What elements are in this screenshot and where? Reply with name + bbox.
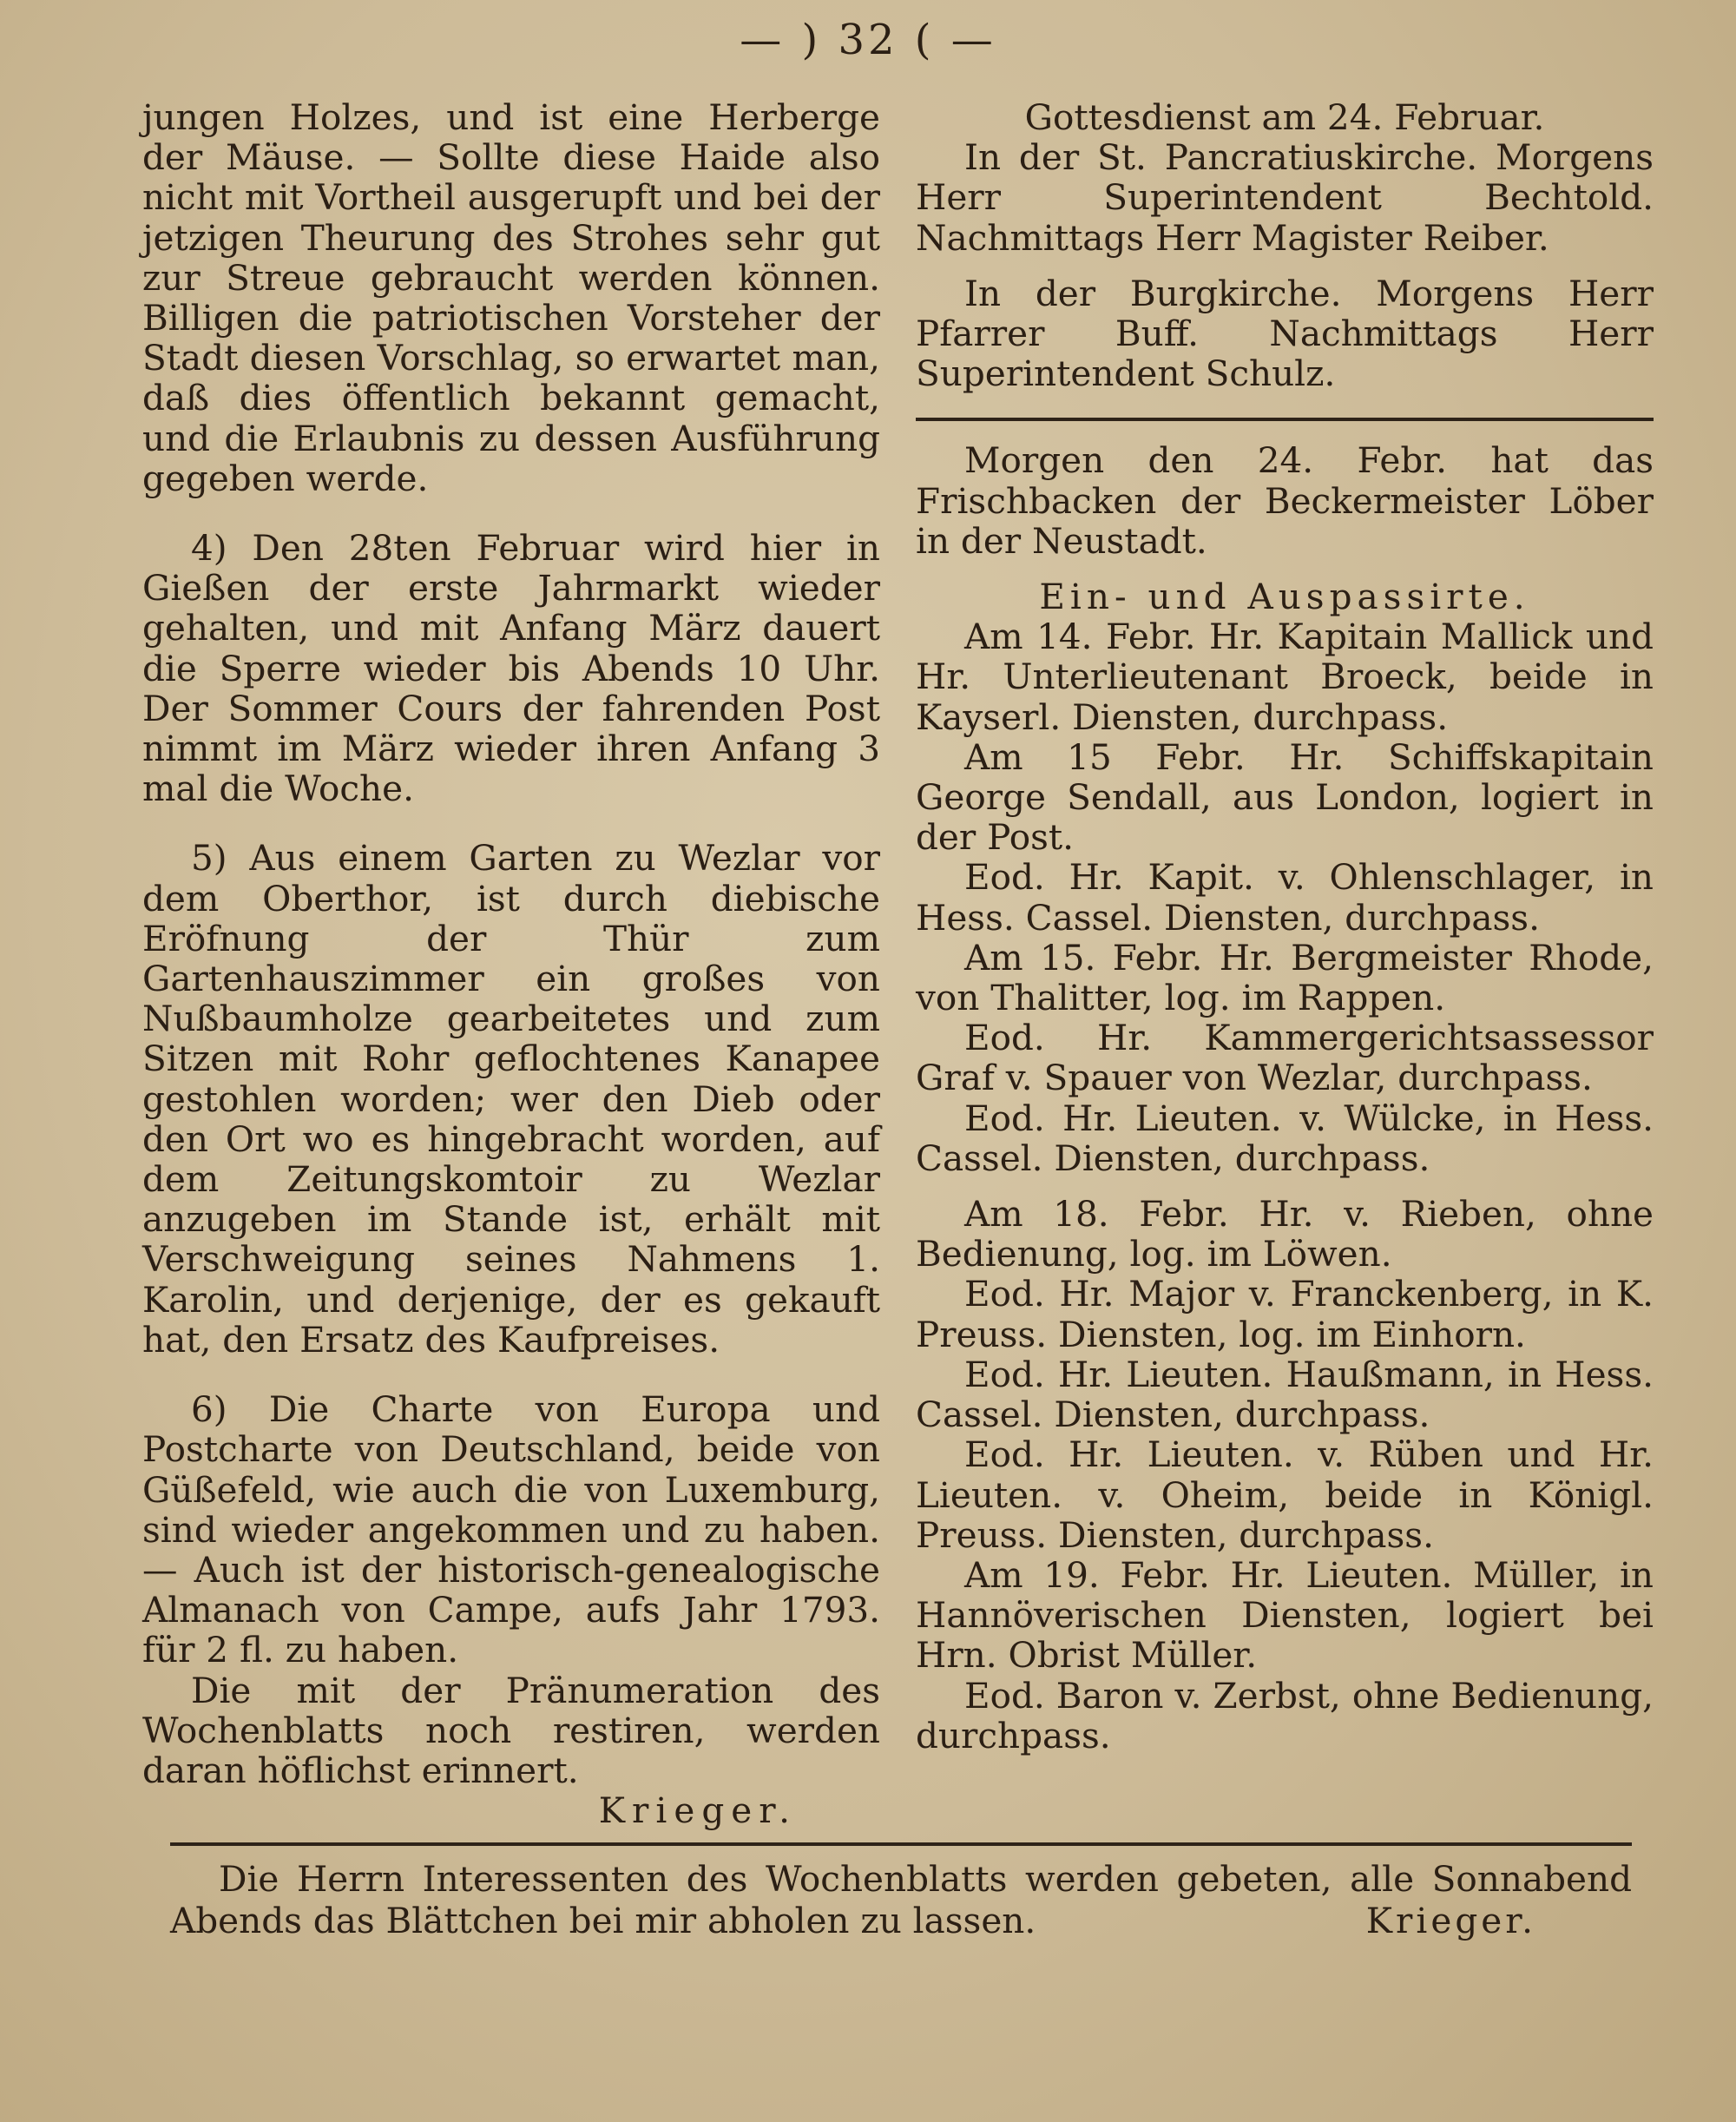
footer-divider bbox=[170, 1842, 1632, 1846]
travel-entry: Am 14. Febr. Hr. Kapitain Mallick und Hr. Unterlieutenant Broeck, beide in Kayserl. Diensten, durchpass. bbox=[916, 616, 1654, 738]
bakery-notice: Morgen den 24. Febr. hat das Frischbacken der Beckermeister Löber in der Neustadt. bbox=[916, 439, 1654, 562]
travel-heading: Ein- und Auspassirte. bbox=[1039, 576, 1530, 618]
travel-entry: Eod. Hr. Major v. Franckenberg, in K. Preuss. Diensten, log. im Einhorn. bbox=[916, 1273, 1654, 1355]
garden-theft-paragraph: 5) Aus einem Garten zu Wezlar vor dem Oberthor, ist durch diebische Eröfnung der Thür zum Gartenhauszimmer ein großes von Nußbaumholze gearbeitetes und zum Sitzen mit Rohr geflochtenes Kanapee gestohlen worden; wer den Dieb oder den Ort wo es hingebracht worden, auf dem Zeitungskomtoir zu Wezlar anzugeben im Stande ist, erhält mit Verschweigung seines Nahmens 1. Karolin, und derjenige, der es gekauft hat, den Ersatz des Kaufpreises. bbox=[142, 837, 880, 1361]
service-burgkirche: In der Burgkirche. Morgens Herr Pfarrer Buff. Nachmittags Herr Superintendent Schulz. bbox=[916, 272, 1654, 395]
travel-entry: Am 19. Febr. Hr. Lieuten. Müller, in Hannöverischen Diensten, logiert bei Hrn. Obrist Müller. bbox=[916, 1553, 1654, 1677]
service-heading: Gottesdienst am 24. Februar. bbox=[1024, 96, 1545, 138]
footer-signature: Krieger. bbox=[1365, 1900, 1536, 1941]
page-number: — ) 32 ( — bbox=[740, 16, 996, 64]
left-column bbox=[142, 97, 880, 1830]
subscription-reminder: Die mit der Pränumeration des Wochenblatts noch restiren, werden daran höflichst erinnert. bbox=[142, 1669, 880, 1791]
jahrmarkt-paragraph: 4) Den 28ten Februar wird hier in Gießen der erste Jahrmarkt wieder gehalten, und mit Anfang März dauert die Sperre wieder bis Abends 10 Uhr. Der Sommer Cours der fahrenden Post nimmt im März wieder ihren Anfang 3 mal die Woche. bbox=[142, 527, 880, 810]
right-column bbox=[916, 97, 1654, 1756]
footer-text: Die Herrn Interessenten des Wochenblatts werden gebeten, alle Sonnabend Abends das Blättchen bei mir abholen zu lassen. bbox=[170, 1858, 1632, 1941]
travel-entry: Eod. Hr. Lieuten. Haußmann, in Hess. Cassel. Diensten, durchpass. bbox=[916, 1353, 1654, 1436]
travel-entry: Am 15. Febr. Hr. Bergmeister Rhode, von Thalitter, log. im Rappen. bbox=[916, 936, 1654, 1019]
haide-paragraph: jungen Holzes, und ist eine Herberge der Mäuse. — Sollte diese Haide also nicht mit Vortheil ausgerupft und bei der jetzigen Theurung des Strohes sehr gut zur Streue gebraucht werden können. Billigen die patriotischen Vorsteher der Stadt diesen Vorschlag, so erwartet man, daß dies öffentlich bekannt gemacht, und die Erlaubnis zu dessen Ausführung gegeben werde. bbox=[142, 96, 880, 499]
travel-entry: Eod. Hr. Lieuten. v. Rüben und Hr. Lieuten. v. Oheim, beide in Königl. Preuss. Diensten, durchpass. bbox=[916, 1433, 1654, 1556]
maps-paragraph: 6) Die Charte von Europa und Postcharte von Deutschland, beide von Güßefeld, wie auch die von Luxemburg, sind wieder angekommen und zu haben. — Auch ist der historisch-genealogische Almanach von Campe, aufs Jahr 1793. für 2 fl. zu haben. bbox=[142, 1388, 880, 1671]
column-divider bbox=[916, 418, 1654, 421]
left-signature: Krieger. bbox=[598, 1789, 797, 1832]
travel-entry: Eod. Hr. Kapit. v. Ohlenschlager, in Hess. Cassel. Diensten, durchpass. bbox=[916, 856, 1654, 939]
travel-entry: Am 15 Febr. Hr. Schiffskapitain George Sendall, aus London, logiert in der Post. bbox=[916, 735, 1654, 859]
travel-entry: Eod. Hr. Kammergerichtsassessor Graf v. Spauer von Wezlar, durchpass. bbox=[916, 1017, 1654, 1099]
service-pancratius: In der St. Pancratiuskirche. Morgens Herr Superintendent Bechtold. Nachmittags Herr Magister Reiber. bbox=[916, 136, 1654, 259]
travel-entry: Eod. Baron v. Zerbst, ohne Bedienung, durchpass. bbox=[916, 1674, 1654, 1756]
travel-entry: Am 18. Febr. Hr. v. Rieben, ohne Bedienung, log. im Löwen. bbox=[916, 1193, 1654, 1275]
travel-entry: Eod. Hr. Lieuten. v. Wülcke, in Hess. Cassel. Diensten, durchpass. bbox=[916, 1097, 1654, 1179]
footer-notice bbox=[170, 1858, 1632, 1941]
